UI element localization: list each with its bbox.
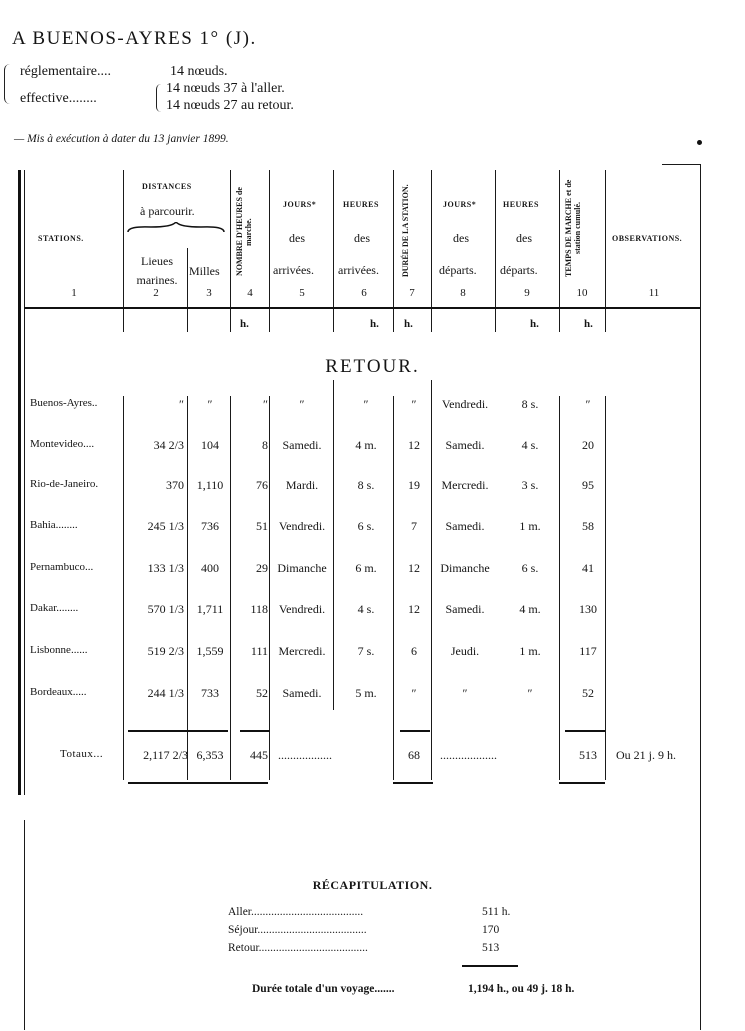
row-heures: ″: [263, 397, 268, 411]
row-heures: 118: [250, 602, 268, 616]
row-heure-arrivee: 6 m.: [355, 561, 377, 575]
recap-total-label: Durée totale d'un voyage.......: [252, 983, 395, 995]
row-jour-depart: Samedi.: [445, 438, 485, 452]
row-lieues: ″: [179, 397, 184, 411]
header-jours-arr-c: arrivées.: [273, 263, 314, 277]
totals-lieues: 2,117 2/3: [143, 748, 188, 762]
row-heure-arrivee: 4 m.: [355, 438, 377, 452]
row-lieues: 244 1/3: [147, 686, 184, 700]
colnum: 3: [206, 287, 212, 299]
row-duree: 19: [408, 478, 420, 492]
header-heures-dep-b: des: [516, 231, 532, 245]
header-heures-arr-c: arrivées.: [338, 263, 379, 277]
totals-dots: ...................: [440, 748, 497, 762]
row-jour-depart: Mercredi.: [441, 478, 489, 492]
row-station: Dakar........: [30, 602, 79, 614]
header-jours-dep-a: JOURS*: [443, 200, 477, 209]
row-duree: 12: [408, 438, 420, 452]
row-cumul: ″: [585, 397, 591, 411]
totals-milles: 6,353: [196, 748, 224, 762]
header-duree-station: DURÉE DE LA STATION.: [401, 184, 410, 278]
row-duree: 6: [411, 644, 417, 658]
unit-heures-marche: h.: [240, 318, 249, 330]
execution-note: — Mis à exécution à dater du 13 janvier 1899.: [14, 133, 229, 145]
totals-dots: ..................: [278, 748, 332, 762]
header-jours-arr-b: des: [289, 231, 305, 245]
header-stations: STATIONS.: [38, 234, 84, 243]
row-heure-arrivee: 5 m.: [355, 686, 377, 700]
brace-icon: [126, 222, 226, 234]
row-cumul: 130: [579, 602, 597, 616]
row-heure-depart: 8 s.: [521, 397, 539, 411]
header-lieues: Lieues marines.: [136, 254, 178, 287]
section-retour: RETOUR.: [325, 356, 420, 377]
row-jour-depart: Jeudi.: [450, 644, 480, 658]
row-cumul: 52: [582, 686, 594, 700]
header-jours-dep-c: départs.: [439, 263, 477, 277]
header-jours-dep-b: des: [453, 231, 469, 245]
row-heure-depart: 6 s.: [521, 561, 539, 575]
row-heure-arrivee: 4 s.: [357, 602, 375, 616]
recap-sejour-label: Séjour......................................: [228, 924, 367, 936]
recap-rule: [462, 965, 518, 967]
row-jour-depart: Samedi.: [445, 602, 485, 616]
speed-eff-aller: 14 nœuds 37 à l'aller.: [166, 81, 285, 96]
row-milles: 736: [201, 519, 219, 533]
recap-aller-label: Aller.......................................: [228, 906, 364, 918]
recap-retour-label: Retour......................................: [228, 942, 368, 954]
header-heures-arr-a: HEURES: [343, 200, 379, 209]
header-heures-marche: NOMBRE D'HEURES de marche.: [235, 187, 253, 277]
row-milles: 104: [201, 438, 219, 452]
row-heure-depart: ″: [527, 686, 533, 700]
recap-aller-value: 511 h.: [482, 906, 511, 918]
row-jour-arrivee: Samedi.: [282, 438, 322, 452]
row-jour-depart: ″: [462, 686, 468, 700]
row-station: Montevideo....: [30, 438, 95, 450]
row-duree: 12: [408, 561, 420, 575]
row-heure-depart: 4 s.: [521, 438, 539, 452]
header-heures-dep-c: départs.: [500, 263, 538, 277]
header-distances: DISTANCES: [142, 182, 192, 191]
row-jour-arrivee: Samedi.: [282, 686, 322, 700]
row-jour-arrivee: Vendredi.: [278, 602, 326, 616]
row-station: Rio-de-Janeiro.: [30, 478, 99, 490]
row-station: Pernambuco...: [30, 561, 94, 573]
row-heures: 76: [256, 478, 268, 492]
row-duree: ″: [411, 686, 417, 700]
row-station: Lisbonne......: [30, 644, 88, 656]
totals-heures: 445: [250, 748, 268, 762]
speed-regl-value: 14 nœuds.: [170, 64, 228, 79]
row-jour-arrivee: Mardi.: [285, 478, 319, 492]
row-cumul: 20: [582, 438, 594, 452]
row-cumul: 58: [582, 519, 594, 533]
colnum: 7: [409, 287, 415, 299]
totals-cumul: 513: [579, 748, 597, 762]
row-heure-arrivee: 7 s.: [357, 644, 375, 658]
row-milles: 1,110: [196, 478, 224, 492]
row-heure-depart: 3 s.: [521, 478, 539, 492]
row-jour-arrivee: Dimanche: [277, 561, 327, 575]
colnum: 8: [460, 287, 466, 299]
row-lieues: 133 1/3: [147, 561, 184, 575]
recap-title: RÉCAPITULATION.: [312, 878, 433, 892]
ink-dot: [697, 140, 702, 145]
header-a-parcourir: à parcourir.: [140, 204, 195, 218]
row-heures: 51: [256, 519, 268, 533]
unit-cumul: h.: [584, 318, 593, 330]
page-title: A BUENOS-AYRES 1° (J).: [12, 28, 257, 49]
totals-label: Totaux...: [60, 748, 104, 760]
row-milles: 400: [201, 561, 219, 575]
row-heure-depart: 1 m.: [519, 519, 541, 533]
colnum: 1: [71, 287, 77, 299]
row-heure-arrivee: 6 s.: [357, 519, 375, 533]
row-jour-depart: Vendredi.: [441, 397, 489, 411]
colnum: 4: [247, 287, 253, 299]
totals-duree: 68: [408, 748, 420, 762]
row-duree: 12: [408, 602, 420, 616]
speed-eff-label: effective........: [20, 91, 97, 106]
row-heure-depart: 1 m.: [519, 644, 541, 658]
row-lieues: 370: [166, 478, 184, 492]
row-milles: 1,559: [196, 644, 224, 658]
recap-total-value: 1,194 h., ou 49 j. 18 h.: [468, 983, 575, 995]
row-duree: 7: [411, 519, 417, 533]
row-heure-arrivee: ″: [363, 397, 369, 411]
colnum: 2: [153, 287, 159, 299]
row-station: Bahia........: [30, 519, 78, 531]
header-heures-dep-a: HEURES: [503, 200, 539, 209]
row-cumul: 117: [579, 644, 597, 658]
speed-eff-retour: 14 nœuds 27 au retour.: [166, 98, 294, 113]
header-milles: Milles: [189, 264, 220, 278]
speed-eff-brace: [156, 84, 162, 112]
speed-regl-label: réglementaire....: [20, 64, 111, 79]
row-heures: 8: [262, 438, 268, 452]
colnum: 6: [361, 287, 367, 299]
recap-sejour-value: 170: [482, 924, 500, 936]
row-jour-depart: Samedi.: [445, 519, 485, 533]
colnum: 9: [524, 287, 530, 299]
row-cumul: 95: [582, 478, 594, 492]
row-lieues: 245 1/3: [147, 519, 184, 533]
row-heure-arrivee: 8 s.: [357, 478, 375, 492]
unit-duree: h.: [404, 318, 413, 330]
row-jour-arrivee: Mercredi.: [278, 644, 326, 658]
row-heure-depart: 4 m.: [519, 602, 541, 616]
row-lieues: 570 1/3: [147, 602, 184, 616]
row-heures: 52: [256, 686, 268, 700]
row-station: Bordeaux.....: [30, 686, 87, 698]
header-jours-arr-a: JOURS*: [283, 200, 317, 209]
row-cumul: 41: [582, 561, 594, 575]
colnum: 5: [299, 287, 305, 299]
row-milles: ″: [207, 397, 213, 411]
row-station: Buenos-Ayres..: [30, 397, 98, 409]
row-lieues: 34 2/3: [153, 438, 184, 452]
totals-observation: Ou 21 j. 9 h.: [616, 748, 676, 762]
row-heures: 29: [256, 561, 268, 575]
speed-brace: [4, 64, 13, 104]
unit-heures-dep: h.: [530, 318, 539, 330]
row-jour-arrivee: Vendredi.: [278, 519, 326, 533]
header-temps-cumule: TEMPS DE MARCHE et de station cumulé.: [564, 179, 582, 277]
colnum: 11: [648, 287, 660, 299]
header-observations: OBSERVATIONS.: [612, 234, 683, 243]
unit-heures-arr: h.: [370, 318, 379, 330]
header-heures-arr-b: des: [354, 231, 370, 245]
row-jour-depart: Dimanche: [440, 561, 490, 575]
row-lieues: 519 2/3: [147, 644, 184, 658]
row-milles: 733: [201, 686, 219, 700]
row-duree: ″: [411, 397, 417, 411]
row-milles: 1,711: [196, 602, 224, 616]
row-heures: 111: [250, 644, 268, 658]
row-jour-arrivee: ″: [299, 397, 305, 411]
colnum: 10: [576, 287, 588, 299]
recap-retour-value: 513: [482, 942, 500, 954]
